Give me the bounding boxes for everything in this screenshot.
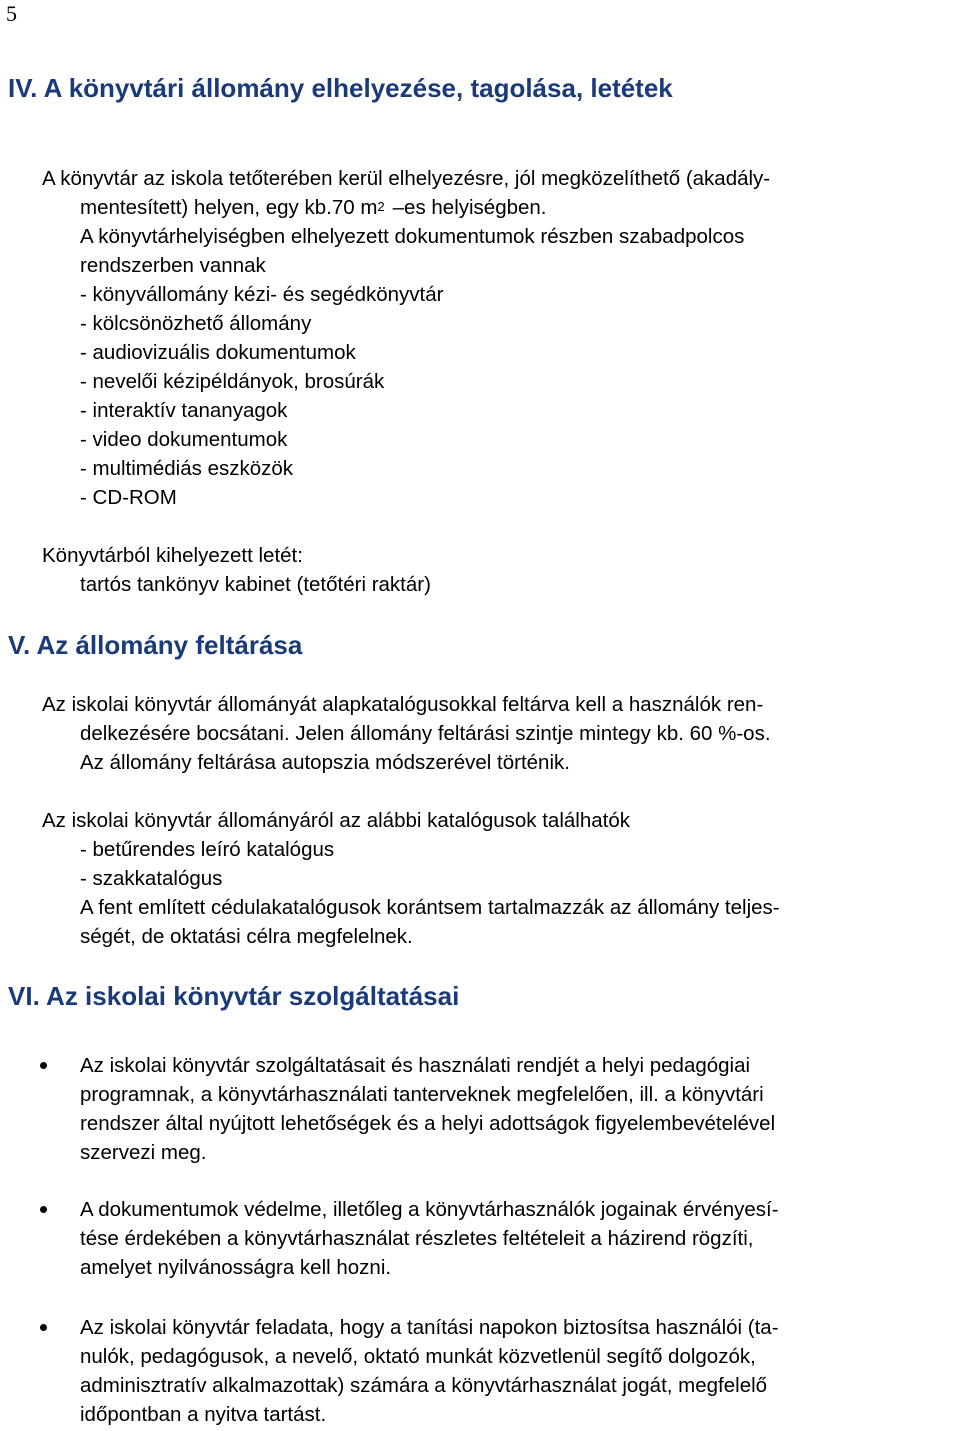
bullet-line: tése érdekében a könyvtárhasználat részletes feltételeit a házirend rögzíti, (80, 1227, 754, 1250)
bullet-line: programnak, a könyvtárhasználati tanterveknek megfelelően, ill. a könyvtári (80, 1083, 764, 1106)
intro-text: –es helyiségben. (392, 196, 547, 219)
intro-line (42, 193, 952, 222)
list-item: - betűrendes leíró katalógus (80, 838, 335, 861)
bullet-dot-icon (40, 1062, 47, 1069)
section-vi-heading: VI. Az iskolai könyvtár szolgáltatásai (8, 981, 460, 1011)
bullet-line: adminisztratív alkalmazottak) számára a könyvtárhasználat jogát, megfelelő (80, 1374, 768, 1397)
list-item: - könyvállomány kézi- és segédkönyvtár (80, 283, 444, 306)
bullet-line: rendszer által nyújtott lehetőségek és a helyi adottságok figyelembevételével (80, 1112, 776, 1135)
bullet-item (40, 1313, 954, 1429)
section-v-paragraph (42, 690, 952, 777)
bullet-dot-icon (40, 1324, 47, 1331)
bullet-text (40, 1051, 954, 1167)
bullet-dot-icon (40, 1206, 47, 1213)
bullet-text (40, 1195, 954, 1282)
list-item: - nevelői kézipéldányok, brosúrák (80, 370, 385, 393)
section-v-heading: V. Az állomány feltárása (8, 630, 303, 660)
superscript: 2 (377, 199, 385, 214)
bullet-line: Az iskolai könyvtár feladata, hogy a tanítási napokon biztosítsa használói (ta- (80, 1316, 779, 1339)
intro-line: A könyvtár az iskola tetőterében kerül elhelyezésre, jól megközelíthető (akadály- (42, 167, 771, 190)
paragraph-line: ségét, de oktatási célra megfelelnek. (80, 925, 413, 948)
list-item: - szakkatalógus (80, 867, 223, 890)
bullet-line: időpontban a nyitva tartást. (80, 1403, 327, 1426)
intro-text: mentesített) helyen, egy kb.70 m (80, 196, 378, 219)
bullet-item (40, 1051, 954, 1167)
deposit-value: tartós tankönyv kabinet (tetőtéri raktár) (80, 573, 431, 596)
list-item: - kölcsönözhető állomány (80, 312, 312, 335)
paragraph-line: delkezésére bocsátani. Jelen állomány feltárási szintje mintegy kb. 60 %-os. (80, 722, 771, 745)
list-item: - interaktív tananyagok (80, 399, 288, 422)
bullet-line: A dokumentumok védelme, illetőleg a könyvtárhasználók jogainak érvényesí- (80, 1198, 779, 1221)
bullet-line: szervezi meg. (80, 1141, 207, 1164)
list-item: - CD-ROM (80, 486, 177, 509)
location-line: rendszerben vannak (80, 254, 266, 277)
section-iv-heading: IV. A könyvtári állomány elhelyezése, tagolása, letétek (8, 73, 673, 103)
bullet-line: Az iskolai könyvtár szolgáltatásait és használati rendjét a helyi pedagógiai (80, 1054, 751, 1077)
list-item: - audiovizuális dokumentumok (80, 341, 356, 364)
paragraph-line: Az iskolai könyvtár állományát alapkatalógusokkal feltárva kell a használók ren- (42, 693, 764, 716)
list-item: - multimédiás eszközök (80, 457, 294, 480)
bullet-text (40, 1313, 954, 1429)
paragraph-line: Az állomány feltárása autopszia módszerével történik. (80, 751, 570, 774)
section-v-catalogs (42, 806, 952, 951)
paragraph-line: Az iskolai könyvtár állományáról az alábbi katalógusok találhatók (42, 809, 630, 832)
list-item: - video dokumentumok (80, 428, 288, 451)
bullet-line: nulók, pedagógusok, a nevelő, oktató munkát közvetlenül segítő dolgozók, (80, 1345, 756, 1368)
location-line: A könyvtárhelyiségben elhelyezett dokumentumok részben szabadpolcos (80, 225, 745, 248)
bullet-line: amelyet nyilvánosságra kell hozni. (80, 1256, 392, 1279)
deposit-label: Könyvtárból kihelyezett letét: (42, 544, 303, 567)
bullet-item (40, 1195, 954, 1282)
section-iv-body (42, 164, 952, 599)
paragraph-line: A fent említett cédulakatalógusok korántsem tartalmazzák az állomány teljes- (80, 896, 780, 919)
page-number: 5 (6, 1, 17, 26)
